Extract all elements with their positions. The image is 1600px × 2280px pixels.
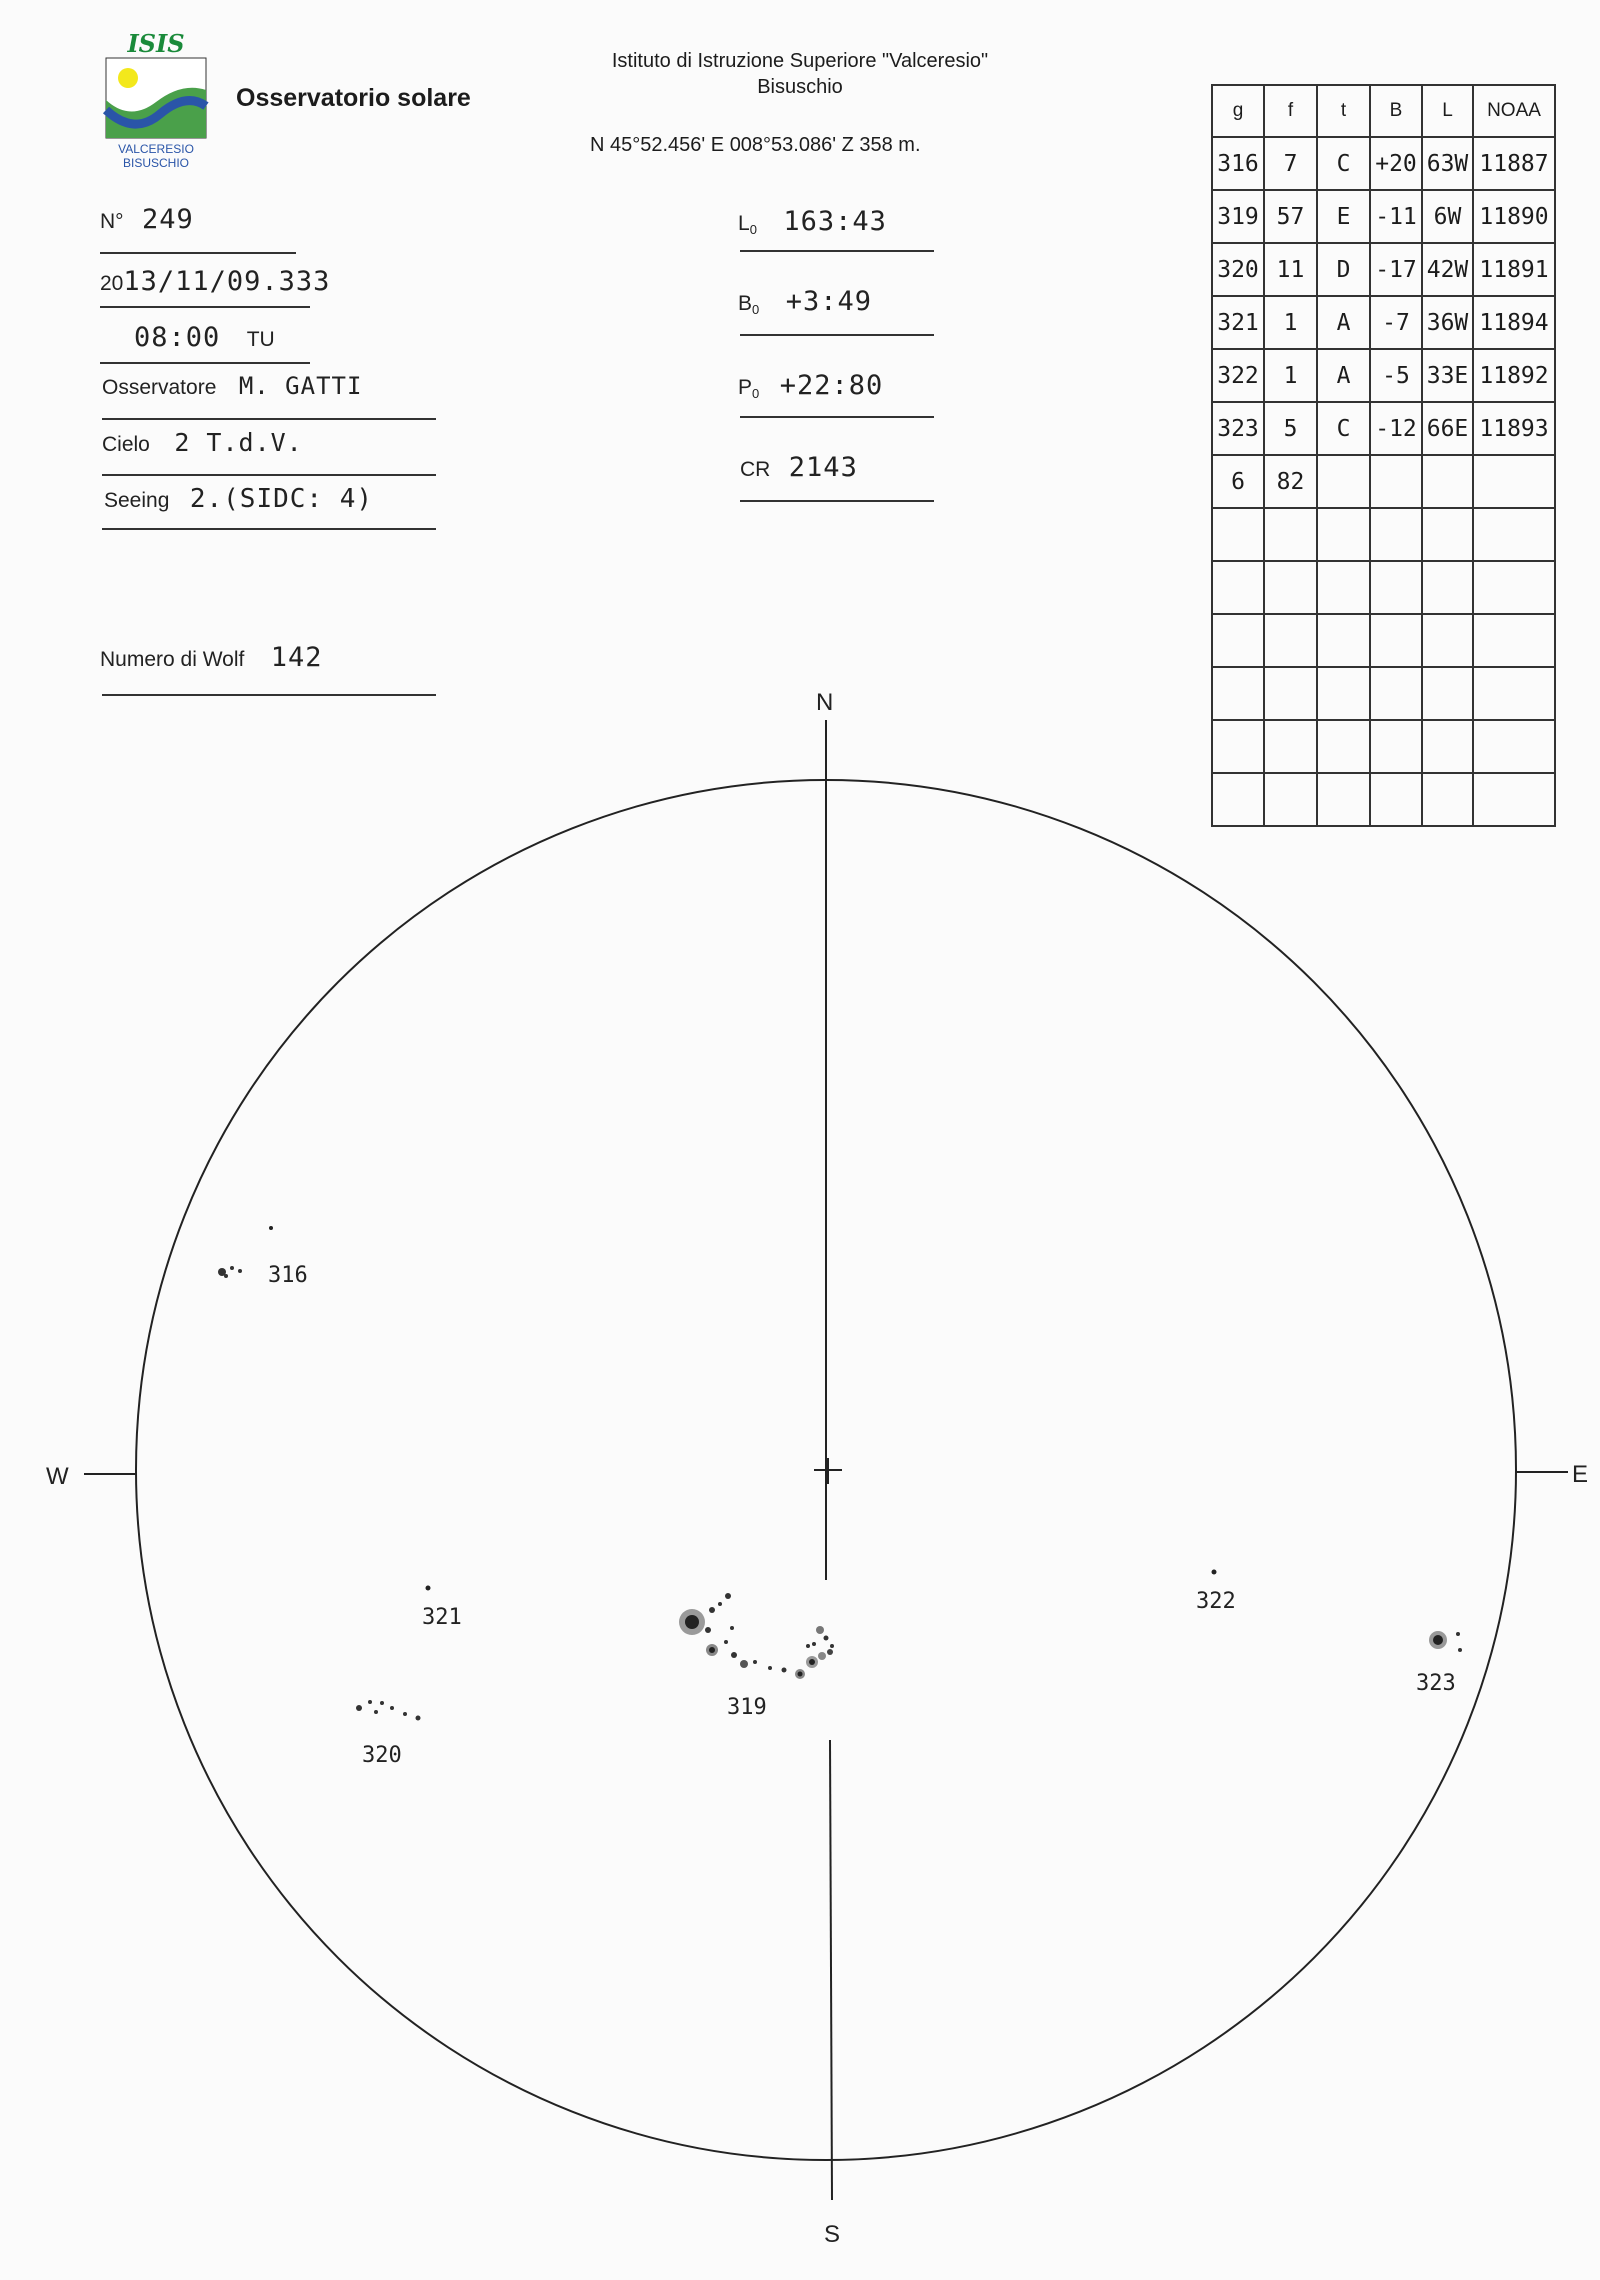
sunspot-group-322 — [1196, 1570, 1236, 1615]
cell-f: 11 — [1264, 243, 1317, 296]
record-time-unit: TU — [246, 328, 275, 351]
header-f: f — [1264, 85, 1317, 137]
school-line-1: Istituto di Istruzione Superiore "Valceresio" — [611, 50, 989, 72]
cell-f: 57 — [1264, 190, 1317, 243]
cell-l: 63W — [1422, 137, 1473, 190]
cr-label: CR — [740, 458, 771, 481]
group-label-322: 322 — [1196, 1589, 1236, 1614]
p0-sub: 0 — [752, 386, 760, 402]
cell-b: -5 — [1370, 349, 1422, 402]
p0-value: +22:80 — [779, 370, 884, 401]
cell-g: 316 — [1212, 137, 1264, 190]
total-groups: 6 — [1212, 455, 1264, 508]
l0-label: L — [738, 212, 750, 235]
cell-t: C — [1317, 137, 1370, 190]
cell-b: -11 — [1370, 190, 1422, 243]
header-t: t — [1317, 85, 1370, 137]
sunspot-group-321 — [422, 1586, 462, 1631]
cell-g: 320 — [1212, 243, 1264, 296]
north-label: N — [816, 689, 834, 716]
cell-g: 321 — [1212, 296, 1264, 349]
header-l: L — [1422, 85, 1473, 137]
wolf-value: 142 — [270, 642, 323, 673]
cell-b: -17 — [1370, 243, 1422, 296]
record-number-label: N° — [100, 210, 124, 233]
cell-g: 323 — [1212, 402, 1264, 455]
logo-text: ISIS — [127, 30, 185, 58]
cell-f: 7 — [1264, 137, 1317, 190]
b0-sub: 0 — [752, 302, 760, 318]
cell-t: E — [1317, 190, 1370, 243]
record-date-value: 13/11/09.333 — [123, 266, 331, 297]
sunspot-group-323 — [1416, 1631, 1462, 1696]
sunspot-group-319 — [679, 1593, 834, 1720]
header-g: g — [1212, 85, 1264, 137]
header-noaa: NOAA — [1473, 85, 1555, 137]
cell-b: +20 — [1370, 137, 1422, 190]
l0-sub: 0 — [749, 222, 757, 238]
cell-l: 42W — [1422, 243, 1473, 296]
south-label: S — [824, 2221, 841, 2248]
seeing-label: Seeing — [104, 489, 170, 512]
observatory-title: Osservatorio solare — [236, 84, 471, 112]
cell-f: 5 — [1264, 402, 1317, 455]
north-south-axis-lower — [830, 1740, 832, 2200]
cell-l: 66E — [1422, 402, 1473, 455]
group-label-319: 319 — [727, 1695, 767, 1720]
record-number-value: 249 — [142, 204, 194, 235]
cell-l: 33E — [1422, 349, 1473, 402]
sunspot-group-316 — [218, 1226, 308, 1288]
seeing-value: 2.(SIDC: 4) — [189, 484, 374, 514]
sunspot-group-320 — [356, 1700, 421, 1768]
cell-g: 322 — [1212, 349, 1264, 402]
group-label-321: 321 — [422, 1605, 462, 1630]
cell-t: A — [1317, 296, 1370, 349]
cell-t: D — [1317, 243, 1370, 296]
cell-g: 319 — [1212, 190, 1264, 243]
cell-l: 6W — [1422, 190, 1473, 243]
p0-label: P — [738, 376, 753, 399]
record-time-value: 08:00 — [134, 322, 221, 353]
cell-noaa: 11892 — [1473, 349, 1555, 402]
cell-b: -12 — [1370, 402, 1422, 455]
cell-noaa: 11890 — [1473, 190, 1555, 243]
logo-caption-1: VALCERESIO — [118, 142, 194, 156]
cell-noaa: 11893 — [1473, 402, 1555, 455]
group-label-323: 323 — [1416, 1671, 1456, 1696]
school-line-2: Bisuschio — [757, 76, 843, 98]
cell-f: 1 — [1264, 296, 1317, 349]
b0-label: B — [738, 292, 753, 315]
record-date-prefix: 20 — [100, 272, 124, 295]
cell-t: A — [1317, 349, 1370, 402]
logo-caption-2: BISUSCHIO — [122, 156, 190, 170]
header-b: B — [1370, 85, 1422, 137]
west-label: W — [46, 1463, 69, 1490]
cell-b: -7 — [1370, 296, 1422, 349]
cell-noaa: 11894 — [1473, 296, 1555, 349]
wolf-label: Numero di Wolf — [100, 648, 245, 671]
observer-value: M. GATTI — [238, 372, 363, 400]
cell-noaa: 11887 — [1473, 137, 1555, 190]
group-label-316: 316 — [268, 1263, 308, 1288]
sky-label: Cielo — [102, 433, 150, 456]
cell-f: 1 — [1264, 349, 1317, 402]
b0-value: +3:49 — [785, 286, 872, 317]
observer-label: Osservatore — [102, 376, 217, 399]
sky-value: 2 T.d.V. — [174, 428, 303, 457]
cell-t: C — [1317, 402, 1370, 455]
cell-l: 36W — [1422, 296, 1473, 349]
site-coordinates: N 45°52.456' E 008°53.086' Z 358 m. — [590, 134, 921, 156]
group-label-320: 320 — [362, 1743, 402, 1768]
cell-noaa: 11891 — [1473, 243, 1555, 296]
cr-value: 2143 — [788, 452, 858, 483]
total-spots: 82 — [1264, 455, 1317, 508]
l0-value: 163:43 — [783, 206, 887, 237]
east-label: E — [1572, 1461, 1589, 1488]
